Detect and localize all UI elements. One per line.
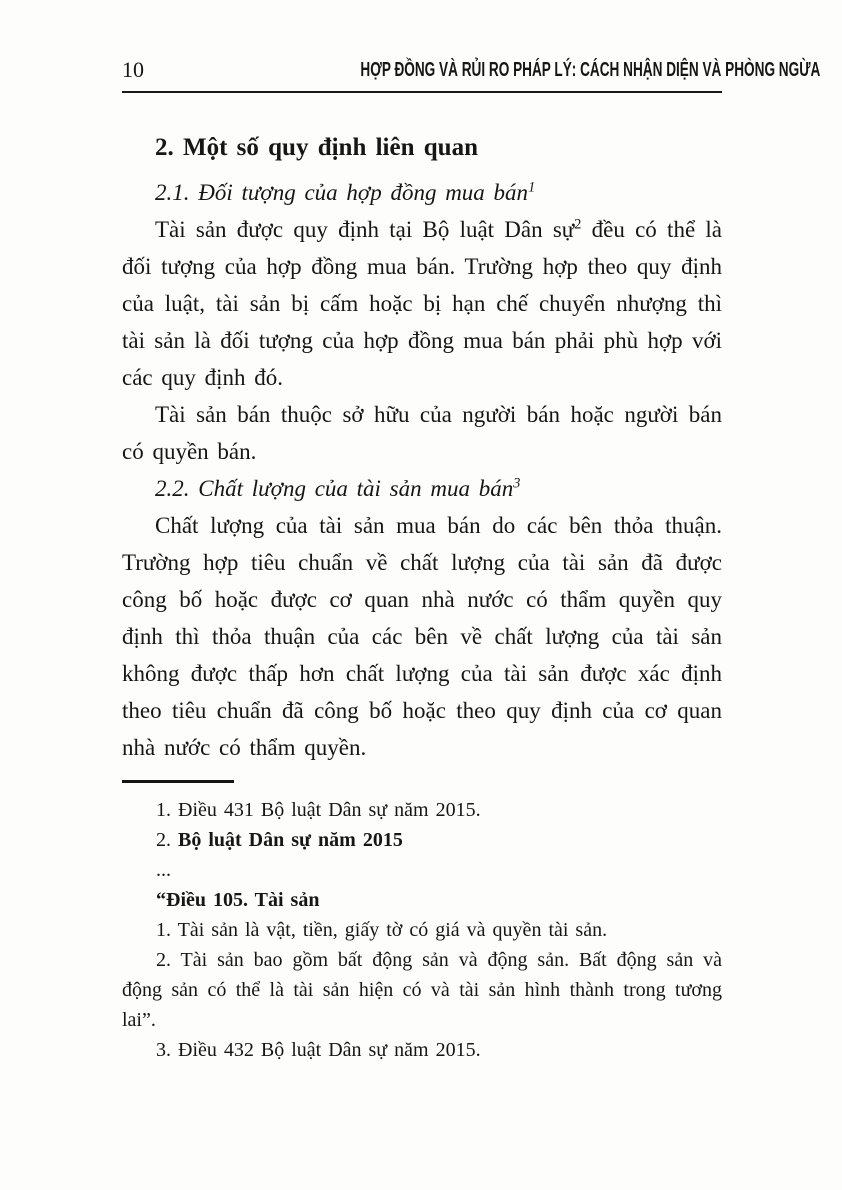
paragraph-3: Chất lượng của tài sản mua bán do các bên thỏa thuận. Trường hợp tiêu chuẩn về chất lượng của tài sản đã được công bố hoặc được cơ quan nhà nước có thẩm quyền quy định thì thỏa thuận của các bên về chất lượng của tài sản không được thấp hơn chất lượng của tài sản được xác định theo tiêu chuẩn đã công bố hoặc theo quy định của cơ quan nhà nước có thẩm quyền.	[122, 513, 722, 760]
main-content	[122, 129, 722, 766]
subsection-2-1-label: 2.1. Đối tượng của hợp đồng mua bán	[155, 180, 529, 205]
footnote-2-number: 2.	[156, 829, 178, 851]
running-title: HỢP ĐỒNG VÀ RỦI RO PHÁP LÝ: CÁCH NHẬN DIỆN VÀ PHÒNG NGỪA	[360, 59, 821, 81]
footnote-ref-3: 3	[513, 475, 521, 492]
section-heading: 2. Một số quy định liên quan	[155, 134, 478, 161]
paragraph-1-part2: đều có thể là đối tượng của hợp đồng mua bán. Trường hợp theo quy định của luật, tài sản bị cấm hoặc bị hạn chế chuyển nhượng thì tài sản là đối tượng của hợp đồng mua bán phải phù hợp với các quy định đó.	[122, 217, 722, 390]
paragraph-1-part1: Tài sản được quy định tại Bộ luật Dân sự	[155, 217, 575, 242]
footnote-2-article-item-1: 1. Tài sản là vật, tiền, giấy tờ có giá và quyền tài sản.	[156, 919, 608, 941]
footnote-2-title: Bộ luật Dân sự năm 2015	[178, 829, 403, 851]
footnote-ref-1: 1	[528, 179, 536, 196]
footnotes-block	[122, 795, 722, 1065]
running-header	[122, 57, 821, 93]
footnote-2-article-item-2: 2. Tài sản bao gồm bất động sản và động sản. Bất động sản và động sản có thể là tài sản hiện có và tài sản hình thành trong tương lai”.	[122, 949, 722, 1031]
footnote-ref-2: 2	[574, 216, 582, 233]
footnote-2-ellipsis: ...	[156, 859, 171, 881]
footnote-1: 1. Điều 431 Bộ luật Dân sự năm 2015.	[156, 799, 481, 821]
subsection-2-2-label: 2.2. Chất lượng của tài sản mua bán	[155, 476, 514, 501]
page-number: 10	[122, 57, 144, 82]
footnote-2	[122, 825, 722, 855]
footnote-3: 3. Điều 432 Bộ luật Dân sự năm 2015.	[156, 1039, 481, 1061]
paragraph-1	[122, 211, 722, 396]
subsection-heading-2-2	[122, 470, 722, 507]
footnote-2-article-heading: “Điều 105. Tài sản	[156, 889, 320, 911]
footnote-separator-rule	[122, 780, 234, 783]
subsection-heading-2-1	[122, 174, 722, 211]
paragraph-2: Tài sản bán thuộc sở hữu của người bán hoặc người bán có quyền bán.	[122, 402, 722, 464]
